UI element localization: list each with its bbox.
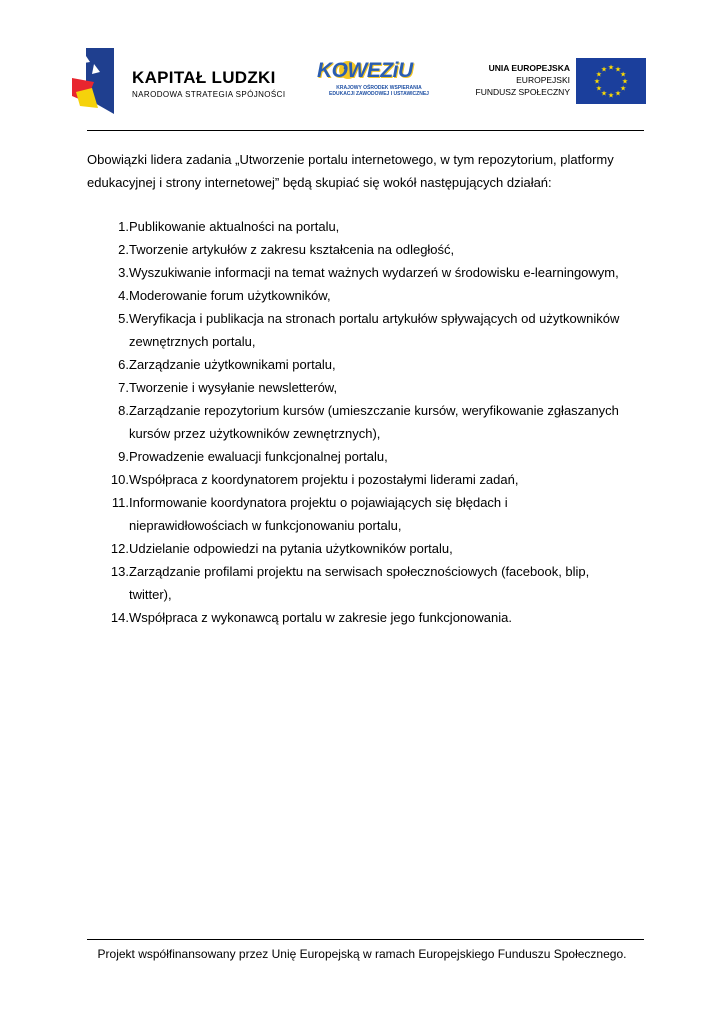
eu-star-icon: ★ (600, 90, 608, 98)
list-item-number: 14. (110, 610, 129, 625)
document-body (87, 148, 647, 629)
list-item-line: Informowanie koordynatora projektu o pojawiających się błędach i (129, 495, 508, 510)
intro-paragraph (87, 148, 647, 194)
list-item-line: zewnętrznych portalu, (129, 334, 256, 349)
eu-star-icon: ★ (595, 71, 603, 79)
list-item (87, 261, 647, 284)
eu-star-icon: ★ (614, 66, 622, 74)
eu-stars-icon (576, 58, 646, 104)
list-item-text (129, 606, 512, 629)
list-item-line: Tworzenie i wysyłanie newsletterów, (129, 380, 338, 395)
eu-star-icon: ★ (614, 90, 622, 98)
list-item (87, 468, 647, 491)
list-item-line: Publikowanie aktualności na portalu, (129, 219, 340, 234)
list-item-text (129, 307, 619, 353)
kapital-ludzki-logo (72, 48, 292, 114)
eu-line-fund: FUNDUSZ SPOŁECZNY (475, 87, 570, 97)
list-item-number: 5. (118, 311, 129, 326)
eu-star-icon: ★ (595, 85, 603, 93)
eu-line-union: UNIA EUROPEJSKA (488, 63, 570, 73)
list-item-line: Zarządzanie użytkownikami portalu, (129, 357, 336, 372)
list-item (87, 215, 647, 238)
list-item-line: Zarządzanie repozytorium kursów (umieszczanie kursów, weryfikowanie zgłaszanych (129, 403, 619, 418)
kapital-ludzki-title: KAPITAŁ LUDZKI (132, 68, 276, 87)
header-divider (87, 130, 644, 131)
list-item-text (129, 238, 454, 261)
intro-line: Obowiązki lidera zadania „Utworzenie portalu internetowego, w tym repozytorium, platformy (87, 152, 614, 167)
list-item (87, 537, 647, 560)
list-item-text (129, 468, 518, 491)
koweziu-subtitle-line: EDUKACJI ZAWODOWEJ I USTAWICZNEJ (329, 91, 429, 97)
list-item (87, 238, 647, 261)
list-item-text (129, 261, 619, 284)
list-item-number: 4. (118, 288, 129, 303)
list-item-text (129, 491, 508, 537)
list-item (87, 491, 647, 537)
list-item-number: 1. (118, 219, 129, 234)
list-item-text (129, 284, 331, 307)
list-item (87, 445, 647, 468)
list-item-number: 6. (118, 357, 129, 372)
list-item (87, 376, 647, 399)
list-item-line: Zarządzanie profilami projektu na serwisach społecznościowych (facebook, blip, (129, 564, 590, 579)
list-item (87, 307, 647, 353)
footer-divider (87, 939, 644, 940)
list-item-number: 3. (118, 265, 129, 280)
kapital-ludzki-subtitle: NARODOWA STRATEGIA SPÓJNOŚCI (132, 90, 286, 99)
eu-flag-icon (576, 58, 646, 104)
list-item-line: Prowadzenie ewaluacji funkcjonalnej portalu, (129, 449, 388, 464)
koweziu-subtitle (329, 85, 429, 97)
list-item-line: Udzielanie odpowiedzi na pytania użytkowników portalu, (129, 541, 453, 556)
eu-star-icon: ★ (621, 78, 629, 86)
list-item-text (129, 399, 619, 445)
list-item-text (129, 215, 339, 238)
list-item-line: twitter), (129, 587, 172, 602)
eu-line-european: EUROPEJSKI (516, 75, 570, 85)
list-item-line: nieprawidłowościach w funkcjonowaniu portalu, (129, 518, 402, 533)
list-item-text (129, 537, 453, 560)
list-item-number: 8. (118, 403, 129, 418)
koweziu-name: KOWEZiU (317, 59, 413, 82)
list-item-line: kursów przez użytkowników zewnętrznych), (129, 426, 381, 441)
intro-line: edukacyjnej i strony internetowej” będą skupiać się wokół następujących działań: (87, 175, 552, 190)
list-item-text (129, 445, 388, 468)
list-item-number: 9. (118, 449, 129, 464)
list-item-line: Współpraca z wykonawcą portalu w zakresie jego funkcjonowania. (129, 610, 512, 625)
list-item-text (129, 353, 336, 376)
list-item-number: 11. (111, 495, 129, 510)
footer-text: Projekt współfinansowany przez Unię Europejską w ramach Europejskiego Funduszu Społecznego. (97, 947, 627, 961)
list-item-number: 2. (118, 242, 129, 257)
list-item-line: Wyszukiwanie informacji na temat ważnych wydarzeń w środowisku e-learningowym, (129, 265, 619, 280)
eu-star-icon: ★ (607, 92, 615, 100)
list-item (87, 606, 647, 629)
page-header (0, 0, 724, 130)
list-item-text (129, 560, 589, 606)
koweziu-logo (313, 55, 431, 113)
list-item-number: 13. (110, 564, 129, 579)
list-item-number: 7. (118, 380, 129, 395)
eu-star-icon: ★ (619, 85, 627, 93)
eu-star-icon: ★ (607, 64, 615, 72)
task-list (87, 215, 647, 629)
list-item (87, 353, 647, 376)
eu-star-icon: ★ (600, 66, 608, 74)
list-item (87, 560, 647, 606)
list-item (87, 284, 647, 307)
eu-star-icon: ★ (619, 71, 627, 79)
list-item-number: 12. (110, 541, 129, 556)
list-item-line: Moderowanie forum użytkowników, (129, 288, 331, 303)
eu-logo (472, 58, 648, 106)
list-item-line: Współpraca z koordynatorem projektu i pozostałymi liderami zadań, (129, 472, 519, 487)
list-item-number: 10. (110, 472, 129, 487)
eu-star-icon: ★ (593, 78, 601, 86)
kapital-ludzki-emblem-icon (72, 48, 128, 114)
list-item-text (129, 376, 337, 399)
list-item-line: Tworzenie artykułów z zakresu kształcenia na odległość, (129, 242, 455, 257)
list-item-line: Weryfikacja i publikacja na stronach portalu artykułów spływających od użytkowników (129, 311, 620, 326)
list-item (87, 399, 647, 445)
eu-text (472, 62, 570, 98)
koweziu-subtitle-line: KRAJOWY OŚRODEK WSPIERANIA (336, 85, 422, 91)
